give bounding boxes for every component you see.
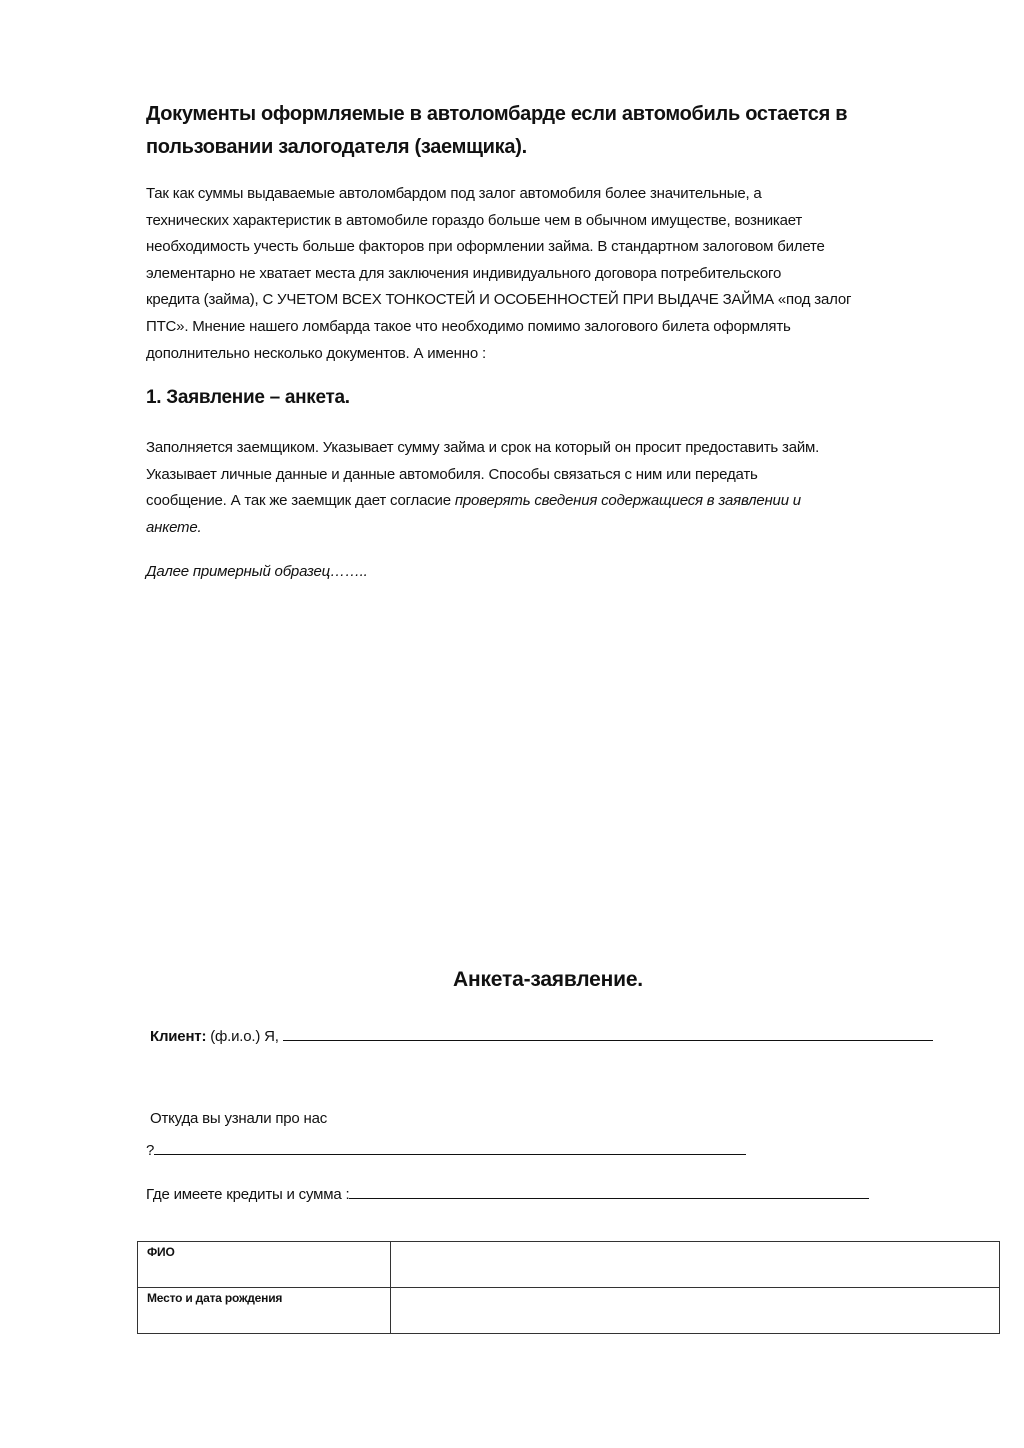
section-heading: 1. Заявление – анкета. [146,387,350,408]
table-value-cell[interactable] [391,1288,1000,1334]
description-text: сообщение. А так же заемщик дает согласие [146,492,455,510]
table-row [138,1288,1000,1334]
intro-line: Так как суммы выдаваемые автоломбардом под залог автомобиля более значительные, а [146,185,762,202]
intro-line: необходимость учесть больше факторов при оформлении займа. В стандартном залоговом билете [146,238,825,256]
description-line: анкете. [146,518,202,536]
applicant-info-table [137,1241,1000,1334]
table-label-cell: Место и дата рождения [138,1288,391,1334]
source-question: Откуда вы узнали про нас [150,1110,328,1127]
table-label-cell: ФИО [138,1242,391,1288]
source-field [146,1138,746,1159]
description-italic-text: проверять сведения содержащиеся в заявлении и [454,492,801,510]
credits-label: Где имеете кредиты и сумма : [146,1186,350,1203]
intro-paragraph [146,181,966,367]
description-line [146,488,966,515]
intro-line: ПТС». Мнение нашего ломбарда такое что необходимо помимо залогового билета оформлять [146,317,791,335]
form-title: Анкета-заявление. [453,968,643,991]
table-row [138,1242,1000,1288]
credits-field [146,1182,869,1203]
table-value-cell[interactable] [391,1242,1000,1288]
client-field [150,1024,933,1045]
intro-line: кредита (займа), С УЧЕТОМ ВСЕХ ТОНКОСТЕЙ И ОСОБЕННОСТЕЙ ПРИ ВЫДАЧЕ ЗАЙМА «под залог [146,291,852,309]
intro-line: технических характеристик в автомобиле гораздо больше чем в обычном имуществе, возникает [146,211,803,229]
document-title: Документы оформляемые в автоломбарде если автомобиль остается в пользовании залогодателя (заемщика). [146,103,848,158]
client-name-blank[interactable] [283,1024,933,1041]
source-answer-blank[interactable] [154,1138,746,1155]
source-question-mark: ? [146,1142,155,1159]
section-description [146,435,966,541]
client-hint: (ф.и.о.) Я, [206,1028,283,1045]
description-line: Указывает личные данные и данные автомобиля. Способы связаться с ним или передать [146,465,758,483]
intro-line: дополнительно несколько документов. А именно : [146,344,486,362]
sample-note: Далее примерный образец…….. [146,563,368,580]
description-line: Заполняется заемщиком. Указывает сумму займа и срок на который он просит предоставить займ. [146,439,820,456]
client-label: Клиент: [150,1028,207,1045]
intro-line: элементарно не хватает места для заключения индивидуального договора потребительского [146,264,782,282]
credits-answer-blank[interactable] [349,1182,869,1199]
